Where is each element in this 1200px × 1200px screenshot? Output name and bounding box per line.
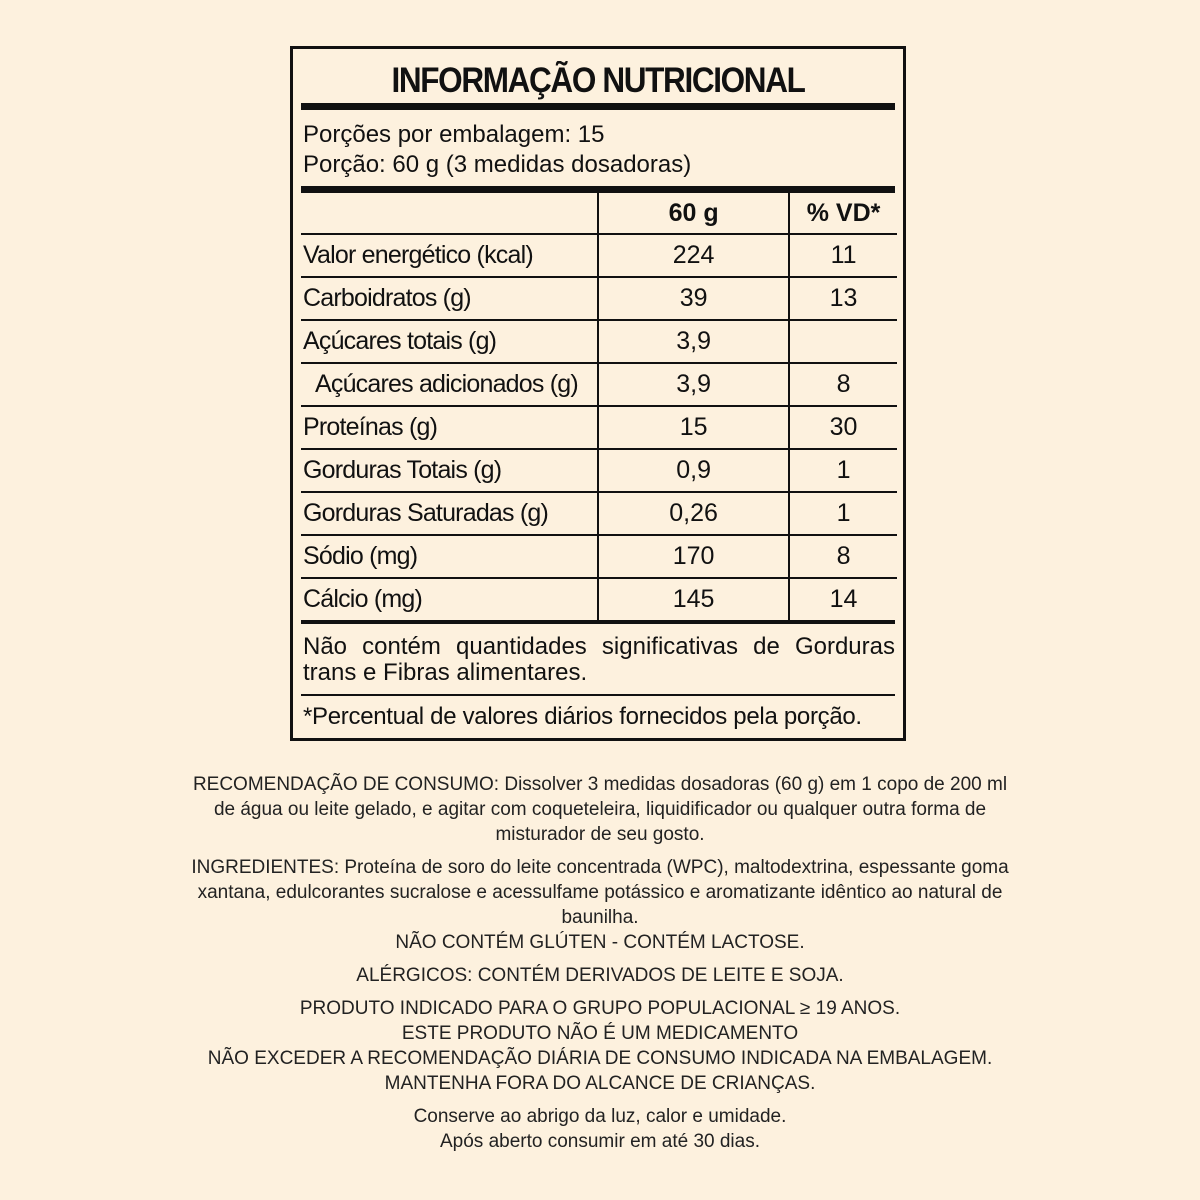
after-opening-instructions: Após aberto consumir em até 30 dias. [439, 1131, 760, 1152]
nutrient-value: 15 [598, 406, 789, 449]
not-medicine-notice: ESTE PRODUTO NÃO É UM MEDICAMENTO [401, 1023, 799, 1044]
nutrient-vd: 11 [789, 234, 897, 277]
nutrient-vd: 8 [789, 363, 897, 406]
servings-block [293, 110, 903, 186]
dosage-warning: NÃO EXCEDER A RECOMENDAÇÃO DIÁRIA DE CONSUMO INDICADA NA EMBALAGEM. MANTENHA FORA DO ALCANCE DE CRIANÇAS. [207, 1048, 993, 1094]
ingredients: INGREDIENTES: Proteína de soro do leite concentrada (WPC), maltodextrina, espessante goma xantana, edulcorantes sucralose e acessulfame potássico e aromatizante idêntico ao natural de baunilha. [191, 857, 1009, 928]
trans-fat-note: Não contém quantidades significativas de Gorduras trans e Fibras alimentares. [303, 633, 895, 686]
nutrient-name: Açúcares totais (g) [303, 327, 497, 355]
table-row [301, 320, 897, 363]
nutrient-value: 39 [598, 277, 789, 320]
divider-thick [301, 103, 895, 110]
nutrient-vd [789, 320, 897, 363]
table-row [301, 363, 897, 406]
table-row [301, 406, 897, 449]
nutrient-name: Valor energético (kcal) [303, 241, 533, 269]
table-row [301, 449, 897, 492]
daily-value-footnote: *Percentual de valores diários fornecidos pela porção. [303, 703, 862, 730]
nutrient-name: Sódio (mg) [303, 542, 418, 570]
nutrient-value: 3,9 [598, 363, 789, 406]
nutrition-facts-label [290, 46, 906, 741]
nutrient-name: Proteínas (g) [303, 413, 438, 441]
servings-per-package: Porções por embalagem: 15 [303, 121, 605, 148]
table-row [301, 492, 897, 535]
header-nutrient [301, 193, 598, 234]
nutrient-name: Açúcares adicionados (g) [315, 370, 578, 398]
table-row [301, 535, 897, 578]
table-row [301, 277, 897, 320]
table-row [301, 578, 897, 620]
nutrient-vd: 8 [789, 535, 897, 578]
nutrient-vd: 14 [789, 578, 897, 620]
nutrition-table [301, 193, 897, 620]
population-notice: PRODUTO INDICADO PARA O GRUPO POPULACIONAL ≥ 19 ANOS. [299, 998, 901, 1019]
nutrient-vd: 1 [789, 492, 897, 535]
storage-instructions: Conserve ao abrigo da luz, calor e umidade. [413, 1106, 787, 1127]
nutrient-value: 3,9 [598, 320, 789, 363]
consumption-recommendation: RECOMENDAÇÃO DE CONSUMO: Dissolver 3 medidas dosadoras (60 g) em 1 copo de 200 ml de água ou leite gelado, e agitar com coqueteleira, liquidificador ou qualquer outra forma de misturador de seu gosto. [192, 774, 1008, 845]
nutrient-value: 0,9 [598, 449, 789, 492]
gluten-lactose-notice: NÃO CONTÉM GLÚTEN - CONTÉM LACTOSE. [395, 932, 805, 953]
nutrient-value: 224 [598, 234, 789, 277]
table-row [301, 234, 897, 277]
nutrient-value: 170 [598, 535, 789, 578]
nutrient-vd: 1 [789, 449, 897, 492]
nutrient-name: Cálcio (mg) [303, 585, 422, 613]
nutrient-name: Carboidratos (g) [303, 284, 471, 312]
label-title: INFORMAÇÃO NUTRICIONAL [391, 61, 805, 100]
product-info [180, 772, 1020, 1162]
nutrient-vd: 13 [789, 277, 897, 320]
header-daily-value: % VD* [789, 193, 897, 234]
nutrient-value: 145 [598, 578, 789, 620]
table-header-row [301, 193, 897, 234]
nutrient-vd: 30 [789, 406, 897, 449]
nutrient-value: 0,26 [598, 492, 789, 535]
divider-thick [301, 186, 895, 193]
nutrient-name: Gorduras Saturadas (g) [303, 499, 549, 527]
header-portion: 60 g [598, 193, 789, 234]
allergens-notice: ALÉRGICOS: CONTÉM DERIVADOS DE LEITE E SOJA. [356, 965, 844, 986]
nutrient-name: Gorduras Totais (g) [303, 456, 502, 484]
serving-size: Porção: 60 g (3 medidas dosadoras) [303, 151, 692, 178]
